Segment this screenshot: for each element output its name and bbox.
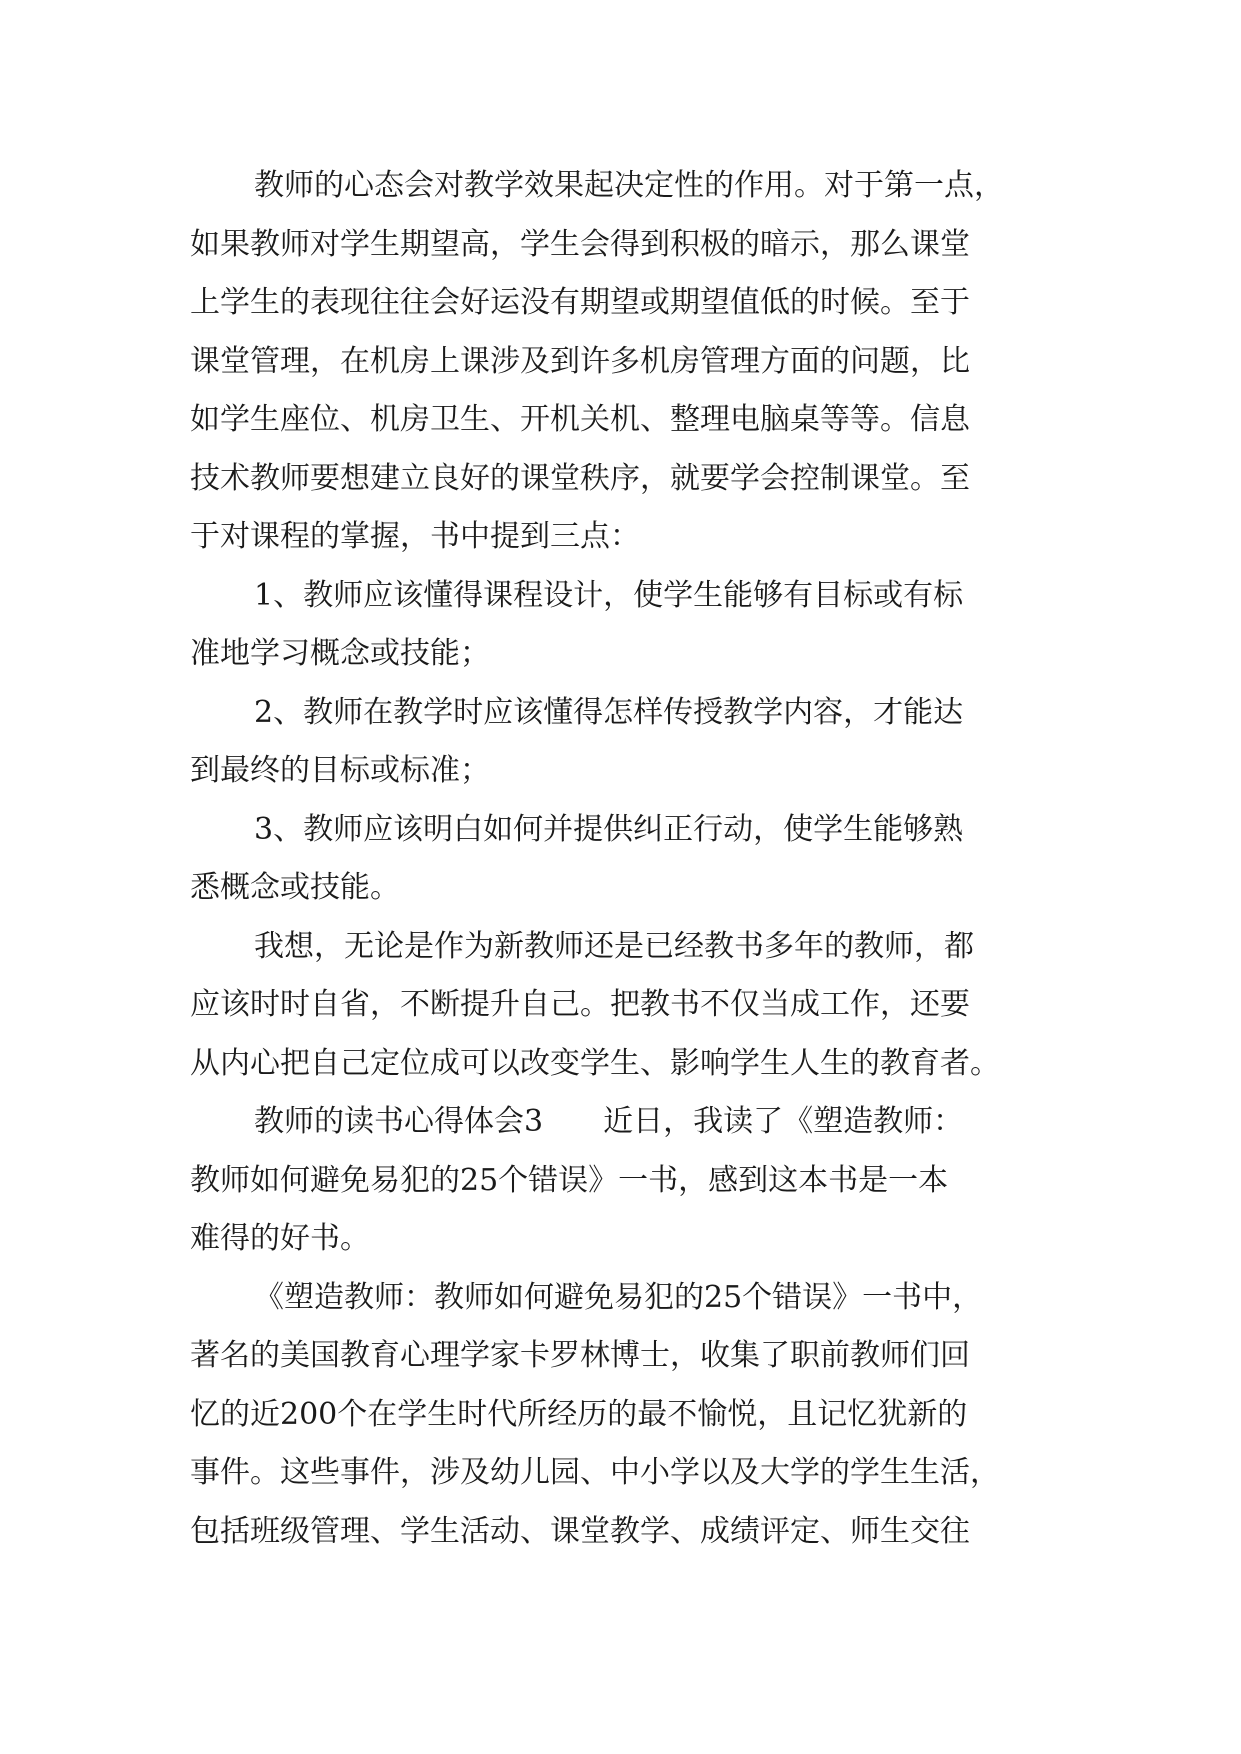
text-line: 技术教师要想建立良好的课堂秩序，就要学会控制课堂。至: [190, 461, 970, 496]
text-line: 悉概念或技能。: [190, 870, 400, 905]
text-line: 3、教师应该明白如何并提供纠正行动，使学生能够熟: [254, 812, 964, 847]
text-line: 《塑造教师：教师如何避免易犯的25个错误》一书中，: [254, 1280, 983, 1315]
text-line: 如学生座位、机房卫生、开机关机、整理电脑桌等等。信息: [190, 402, 970, 437]
text-line: 如果教师对学生期望高，学生会得到积极的暗示，那么课堂: [190, 227, 970, 262]
text-line: 1、教师应该懂得课程设计，使学生能够有目标或有标: [254, 578, 964, 613]
text-line: 2、教师在教学时应该懂得怎样传授教学内容，才能达: [254, 695, 964, 730]
text-line: 上学生的表现往往会好运没有期望或期望值低的时候。至于: [190, 285, 970, 320]
text-line: 准地学习概念或技能；: [190, 636, 490, 671]
text-line: 难得的好书。: [190, 1221, 370, 1256]
text-line: 教师的读书心得体会3 近日，我读了《塑造教师：: [254, 1104, 964, 1139]
text-line: 事件。这些事件，涉及幼儿园、中小学以及大学的学生生活，: [190, 1455, 1000, 1490]
text-line: 著名的美国教育心理学家卡罗林博士，收集了职前教师们回: [190, 1338, 970, 1373]
text-line: 包括班级管理、学生活动、课堂教学、成绩评定、师生交往: [190, 1514, 970, 1549]
text-line: 于对课程的掌握，书中提到三点：: [190, 519, 640, 554]
text-line: 课堂管理，在机房上课涉及到许多机房管理方面的问题，比: [190, 344, 970, 379]
text-line: 从内心把自己定位成可以改变学生、影响学生人生的教育者。: [190, 1046, 1000, 1081]
text-line: 教师如何避免易犯的25个错误》一书，感到这本书是一本: [190, 1163, 949, 1198]
text-line: 到最终的目标或标准；: [190, 753, 490, 788]
text-line: 应该时时自省，不断提升自己。把教书不仅当成工作，还要: [190, 987, 970, 1022]
text-line: 教师的心态会对教学效果起决定性的作用。对于第一点，: [254, 168, 1004, 203]
text-line: 我想，无论是作为新教师还是已经教书多年的教师，都: [254, 929, 974, 964]
text-line: 忆的近200个在学生时代所经历的最不愉悦，且记忆犹新的: [190, 1397, 968, 1432]
